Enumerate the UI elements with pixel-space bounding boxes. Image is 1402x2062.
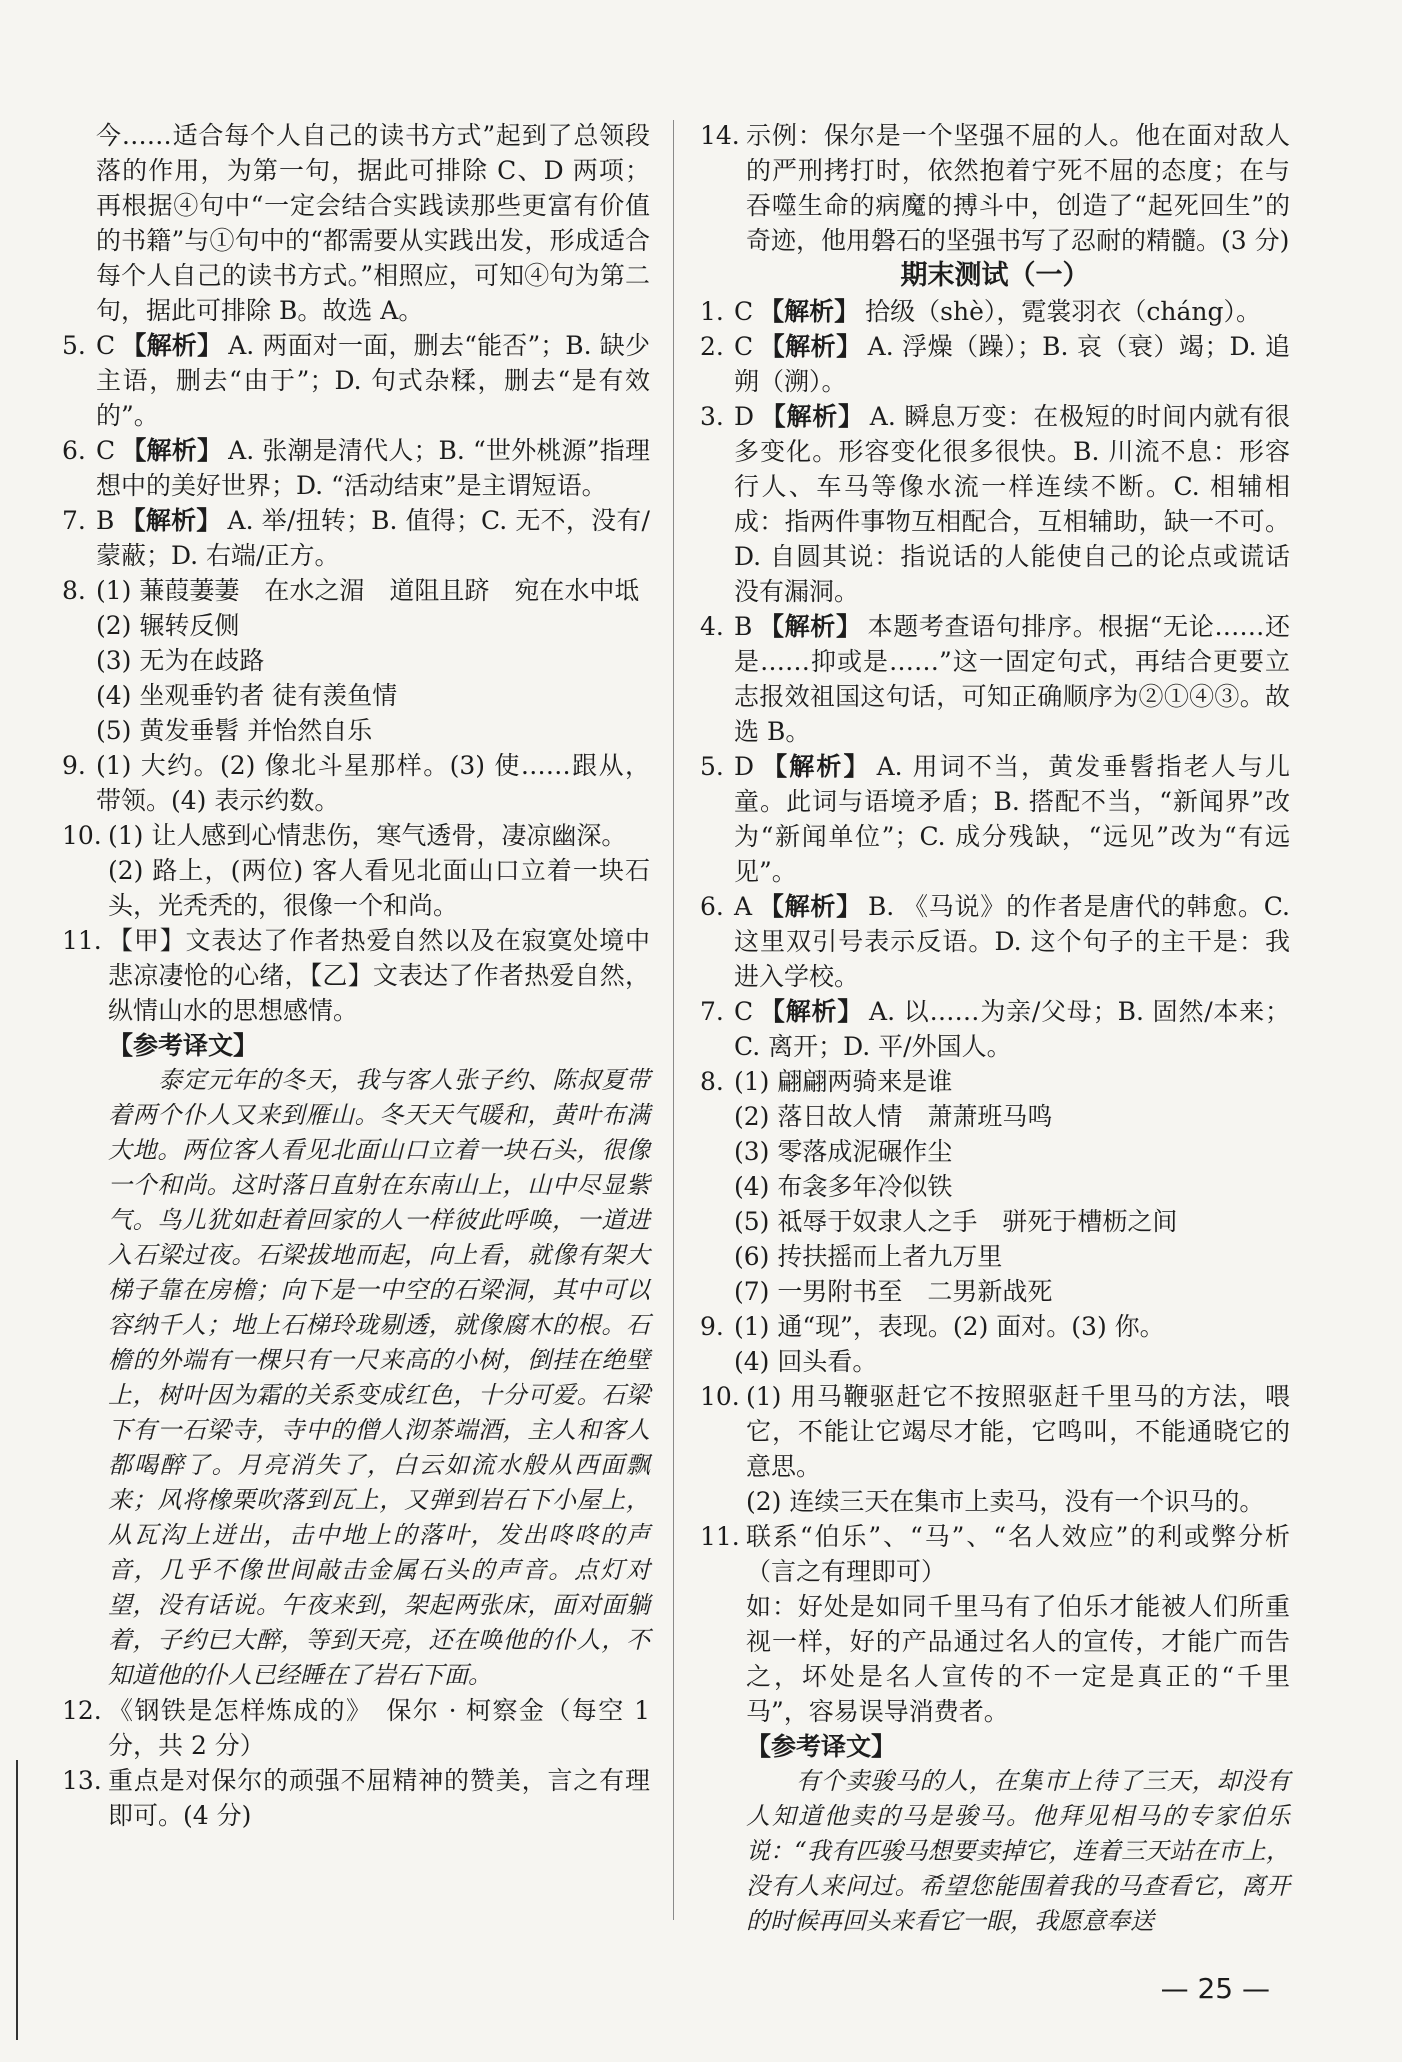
answer-item — [700, 1309, 1290, 1379]
sub-answer: (4) 布衾多年冷似铁 — [734, 1172, 953, 1201]
right-column — [700, 118, 1290, 1939]
sub-answer: (2) 辗转反侧 — [96, 611, 240, 640]
answer-item — [700, 329, 1290, 399]
left-column — [62, 118, 650, 1833]
answer-letter: C — [734, 997, 754, 1026]
answer-item — [62, 1763, 650, 1833]
sub-answer: (2) 路上，(两位) 客人看见北面山口立着一块石头，光秃秃的，很像一个和尚。 — [108, 856, 650, 920]
analysis-tag: 【解析】 — [759, 297, 860, 326]
answer-letter: C — [734, 332, 754, 361]
sub-answer: (3) 无为在歧路 — [96, 646, 265, 675]
analysis-tag: 【解析】 — [760, 402, 864, 431]
sub-answer: (6) 抟扶摇而上者九万里 — [734, 1242, 1003, 1271]
analysis-tag: 【解析】 — [758, 892, 862, 921]
page-number: — 25 — — [1160, 1972, 1270, 2005]
analysis-tag: 【解析】 — [121, 436, 223, 465]
sub-answer: (4) 坐观垂钓者 徒有羡鱼情 — [96, 681, 398, 710]
answer-letter: A — [734, 892, 753, 921]
answer-item — [700, 1519, 1290, 1939]
item-number: 2. — [700, 332, 724, 361]
item-number: 12. — [62, 1696, 102, 1725]
item-number: 14. — [700, 121, 740, 150]
answer-item — [700, 294, 1290, 329]
section-title: 期末测试（一） — [900, 260, 1090, 291]
item-number: 3. — [700, 402, 724, 431]
answer-text: 《钢铁是怎样炼成的》 保尔 · 柯察金（每空 1 分，共 2 分） — [108, 1696, 650, 1760]
item-number: 7. — [700, 997, 724, 1026]
analysis-text: A. 浮燥（躁）；B. 哀（衰）竭；D. 追朔（溯）。 — [734, 332, 1290, 396]
item-number: 9. — [62, 751, 86, 780]
answer-letter: C — [96, 331, 116, 360]
reference-translation: 有个卖骏马的人，在集市上待了三天，却没有人知道他卖的马是骏马。他拜见相马的专家伯乐说：“我有匹骏马想要卖掉它，连着三天站在市上，没有人来问过。希望您能围着我的马查看它，离开的时候再回头来看它一眼，我愿意奉送 — [746, 1767, 1290, 1935]
answer-item — [700, 749, 1290, 889]
answer-letter: C — [96, 436, 116, 465]
sub-answer: (1) 蒹葭萋萋 在水之湄 道阻且跻 宛在水中坻 — [96, 576, 640, 605]
answer-letter: D — [734, 402, 755, 431]
item-number: 9. — [700, 1312, 724, 1341]
item-number: 1. — [700, 297, 724, 326]
answer-text: 联系“伯乐”、“马”、“名人效应”的利或弊分析（言之有理即可） — [746, 1522, 1290, 1586]
sub-answer: (2) 连续三天在集市上卖马，没有一个识马的。 — [746, 1487, 1265, 1516]
analysis-tag: 【解析】 — [121, 331, 223, 360]
sub-answer: (2) 落日故人情 萧萧班马鸣 — [734, 1102, 1053, 1131]
answer-text: 重点是对保尔的顽强不屈精神的赞美，言之有理即可。(4 分) — [108, 1766, 650, 1830]
analysis-text: 本题考查语句排序。根据“无论……还是……抑或是……”这一固定句式，再结合更要立志报效祖国这句话，可知正确顺序为②①④③。故选 B。 — [734, 612, 1290, 746]
answer-item — [62, 818, 650, 923]
answer-item — [62, 923, 650, 1693]
answer-item — [62, 433, 650, 503]
item-number: 10. — [62, 821, 102, 850]
item-number: 5. — [700, 752, 724, 781]
analysis-text: A. 张潮是清代人；B. “世外桃源”指理想中的美好世界；D. “活动结束”是主谓短语。 — [96, 436, 650, 500]
analysis-text: A. 以……为亲/父母；B. 固然/本来；C. 离开；D. 平/外国人。 — [734, 997, 1290, 1061]
reference-translation-tag: 【参考译文】 — [108, 1031, 259, 1060]
sub-answer: (7) 一男附书至 二男新战死 — [734, 1277, 1053, 1306]
analysis-text: A. 用词不当，黄发垂髫指老人与儿童。此词与语境矛盾；B. 搭配不当，“新闻界”改为“新闻单位”；C. 成分残缺，“远见”改为“有远见”。 — [734, 752, 1290, 886]
answer-item — [62, 748, 650, 818]
answer-item — [62, 503, 650, 573]
item-number: 8. — [700, 1067, 724, 1096]
answer-text: (1) 大约。(2) 像北斗星那样。(3) 使……跟从，带领。(4) 表示约数。 — [96, 751, 650, 815]
item-number: 6. — [62, 436, 86, 465]
answer-example: 如：好处是如同千里马有了伯乐才能被人们所重视一样，好的产品通过名人的宣传，才能广而告之，坏处是名人宣传的不一定是真正的“千里马”，容易误导消费者。 — [746, 1592, 1290, 1726]
answer-item — [62, 573, 650, 748]
answer-item — [700, 118, 1290, 258]
analysis-text: 拾级（shè），霓裳羽衣（cháng）。 — [865, 297, 1261, 326]
sub-answer: (1) 翩翩两骑来是谁 — [734, 1067, 953, 1096]
item-number: 7. — [62, 506, 86, 535]
sub-answer: (5) 祗辱于奴隶人之手 骈死于槽枥之间 — [734, 1207, 1178, 1236]
analysis-text: A. 举/扭转；B. 值得；C. 无不，没有/蒙蔽；D. 右端/正方。 — [96, 506, 650, 570]
item-number: 5. — [62, 331, 86, 360]
sub-answer: (3) 零落成泥碾作尘 — [734, 1137, 953, 1166]
analysis-tag: 【解析】 — [120, 506, 222, 535]
item-number: 11. — [62, 926, 102, 955]
analysis-text: B. 《马说》的作者是唐代的韩愈。C. 这里双引号表示反语。D. 这个句子的主干是：我进入学校。 — [734, 892, 1290, 991]
answer-item — [700, 1064, 1290, 1309]
analysis-tag: 【解析】 — [758, 612, 862, 641]
analysis-tag: 【解析】 — [759, 997, 864, 1026]
answer-item — [700, 609, 1290, 749]
reference-translation-tag: 【参考译文】 — [746, 1732, 897, 1761]
answer-letter: B — [734, 612, 753, 641]
answer-item — [62, 1693, 650, 1763]
sub-answer: (1) 让人感到心情悲伤，寒气透骨，凄凉幽深。 — [108, 821, 627, 850]
item-number: 10. — [700, 1382, 740, 1411]
sub-answer: (1) 通“现”，表现。(2) 面对。(3) 你。 — [734, 1312, 1165, 1341]
item-number: 8. — [62, 576, 86, 605]
sub-answer: (4) 回头看。 — [734, 1347, 878, 1376]
answer-letter: D — [734, 752, 755, 781]
answer-item — [700, 1379, 1290, 1519]
intro-paragraph: 今……适合每个人自己的读书方式”起到了总领段落的作用，为第一句，据此可排除 C、D 两项；再根据④句中“一定会结合实践读那些更富有价值的书籍”与①句中的“都需要从实践出发，形成适合每个人自己的读书方式。”相照应，可知④句为第二句，据此可排除 B。故选 A。 — [96, 121, 650, 325]
answer-text: 【甲】文表达了作者热爱自然以及在寂寞处境中悲凉凄怆的心绪，【乙】文表达了作者热爱自然，纵情山水的思想感情。 — [108, 926, 650, 1025]
answer-item — [700, 994, 1290, 1064]
item-number: 13. — [62, 1766, 102, 1795]
column-divider — [673, 120, 674, 1920]
answer-letter: B — [96, 506, 115, 535]
item-number: 4. — [700, 612, 724, 641]
answer-item — [700, 889, 1290, 994]
answer-text: 示例：保尔是一个坚强不屈的人。他在面对敌人的严刑拷打时，依然抱着宁死不屈的态度；在与吞噬生命的病魔的搏斗中，创造了“起死回生”的奇迹，他用磐石的坚强书写了忍耐的精髓。(3 分) — [746, 121, 1290, 255]
reference-translation: 泰定元年的冬天，我与客人张子约、陈叔夏带着两个仆人又来到雁山。冬天天气暖和，黄叶布满大地。两位客人看见北面山口立着一块石头，很像一个和尚。这时落日直射在东南山上，山中尽显紫气。鸟儿犹如赶着回家的人一样彼此呼唤，一道进入石梁过夜。石梁拔地而起，向上看，就像有架大梯子靠在房檐；向下是一中空的石梁洞，其中可以容纳千人；地上石梯玲珑剔透，就像腐木的根。石檐的外端有一棵只有一尺来高的小树，倒挂在绝壁上，树叶因为霜的关系变成红色，十分可爱。石梁下有一石梁寺，寺中的僧人沏茶端酒，主人和客人都喝醉了。月亮消失了，白云如流水般从西面飘来；风将橡栗吹落到瓦上，又弹到岩石下小屋上，从瓦沟上迸出，击中地上的落叶，发出咚咚的声音，几乎不像世间敲击金属石头的声音。点灯对望，没有话说。午夜来到，架起两张床，面对面躺着，子约已大醉，等到天亮，还在唤他的仆人，不知道他的仆人已经睡在了岩石下面。 — [108, 1066, 650, 1689]
sub-answer: (5) 黄发垂髫 并怡然自乐 — [96, 716, 373, 745]
analysis-tag: 【解析】 — [760, 752, 871, 781]
analysis-text: A. 两面对一面，删去“能否”；B. 缺少主语，删去“由于”；D. 句式杂糅，删去“是有效的”。 — [96, 331, 650, 430]
analysis-tag: 【解析】 — [759, 332, 862, 361]
sub-answer: (1) 用马鞭驱赶它不按照驱赶千里马的方法，喂它，不能让它竭尽才能，它鸣叫，不能通晓它的意思。 — [746, 1382, 1290, 1481]
answer-item — [62, 328, 650, 433]
answer-item — [700, 399, 1290, 609]
item-number: 11. — [700, 1522, 740, 1551]
item-number: 6. — [700, 892, 724, 921]
scan-edge-line — [16, 1760, 18, 2040]
answer-letter: C — [734, 297, 754, 326]
analysis-text: A. 瞬息万变：在极短的时间内就有很多变化。形容变化很多很快。B. 川流不息：形容行人、车马等像水流一样连续不断。C. 相辅相成：指两件事物互相配合，互相辅助，缺一不可。D. 自圆其说：指说话的人能使自己的论点或谎话没有漏洞。 — [734, 402, 1290, 606]
